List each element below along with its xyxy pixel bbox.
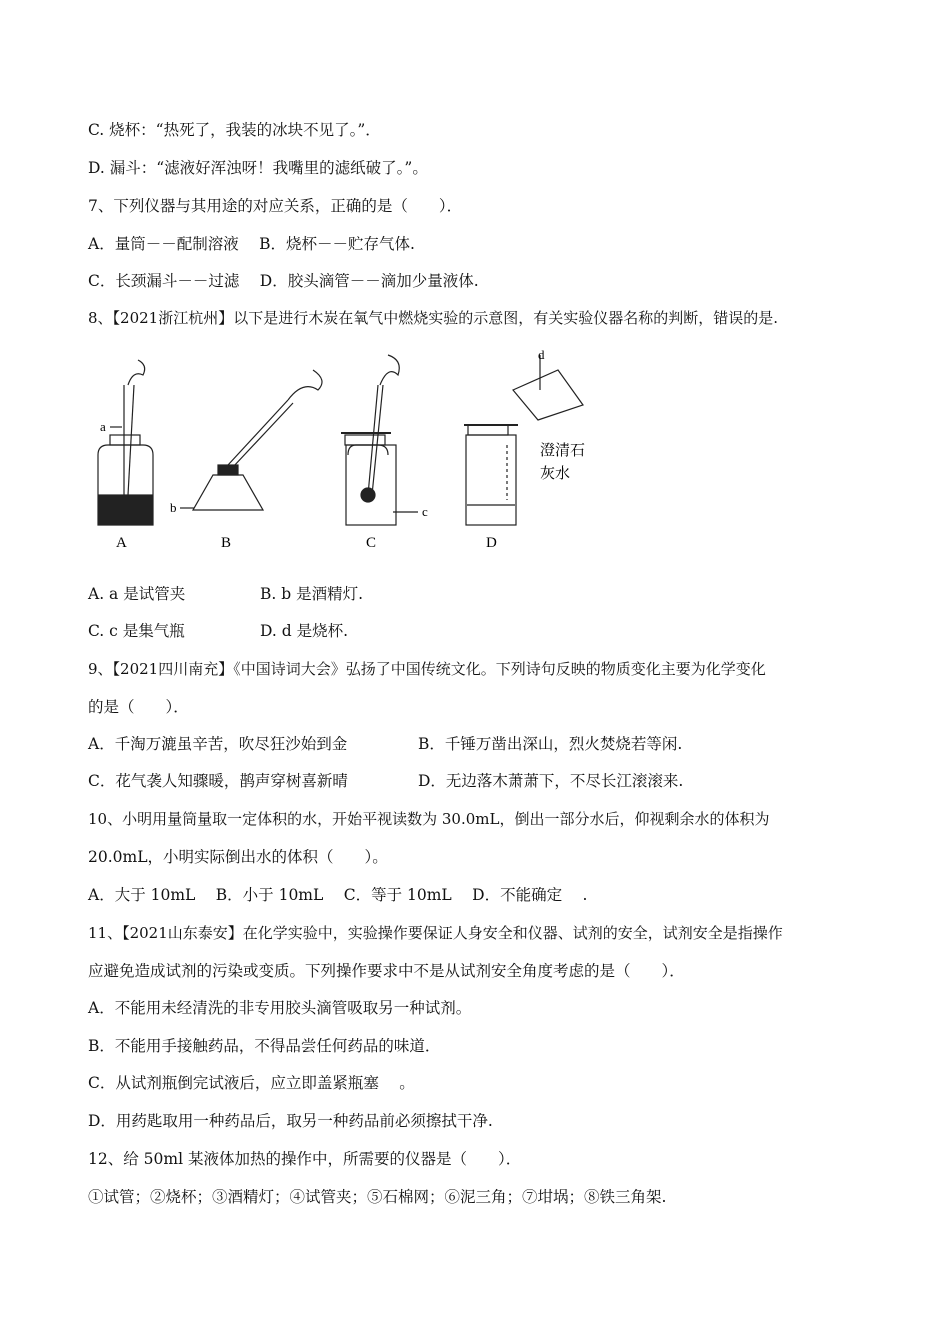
option-c-beaker: C. 烧杯：“热死了，我装的冰块不见了。”． xyxy=(88,121,381,139)
question-8-option-c: C. c 是集气瓶 xyxy=(88,622,185,640)
crucible-tongs-b xyxy=(228,400,288,465)
experiment-diagram xyxy=(88,345,628,560)
question-11-option-d: D．用药匙取用一种药品后，取另一种药品前必须擦拭干净. xyxy=(88,1112,493,1130)
question-11-option-a: A．不能用未经清洗的非专用胶头滴管吸取另一种试剂。 xyxy=(88,999,472,1017)
question-10: 10、小明用量筒量取一定体积的水，开始平视读数为 30.0mL，倒出一部分水后，仰视剩余水的体积为 xyxy=(88,810,770,828)
question-11-option-c: C．从试剂瓶倒完试液后，应立即盖紧瓶塞 。 xyxy=(88,1074,415,1092)
caption-c: C xyxy=(366,535,377,551)
caption-b: B xyxy=(221,535,232,551)
question-9-option-c: C．花气袭人知骤暖，鹊声穿树喜新晴 xyxy=(88,772,348,790)
label-b: b xyxy=(170,500,177,515)
label-d: d xyxy=(538,347,545,362)
beaker-d xyxy=(513,370,583,420)
question-9-option-a: A．千淘万漉虽辛苦，吹尽狂沙始到金 xyxy=(88,735,348,753)
jar-a-neck xyxy=(110,435,140,445)
question-12-options: ①试管；②烧杯；③酒精灯；④试管夹；⑤石棉网；⑥泥三角；⑦坩埚；⑧铁三角架. xyxy=(88,1188,667,1206)
question-9-option-b: B．千锤万凿出深山，烈火焚烧若等闲. xyxy=(418,735,683,753)
caption-d: D xyxy=(486,535,497,551)
question-9-cont: 的是（ ）． xyxy=(88,698,189,716)
question-11-option-b: B．不能用手接触药品，不得品尝任何药品的味道． xyxy=(88,1037,441,1055)
question-11-cont: 应避免造成试剂的污染或变质。下列操作要求中不是从试剂安全角度考虑的是（ ）． xyxy=(88,962,685,980)
question-8: 8、【2021浙江杭州】以下是进行木炭在氧气中燃烧实验的示意图，有关实验仪器名称的判断，错误的是. xyxy=(88,309,778,327)
crucible-tongs-c xyxy=(368,385,378,495)
jar-c-neck xyxy=(345,435,385,445)
question-7-options-cd: C．长颈漏斗－－过滤 D．胶头滴管－－滴加少量液体. xyxy=(88,272,479,290)
caption-a: A xyxy=(116,535,127,551)
limewater-label-1: 澄清石 xyxy=(540,441,586,459)
question-7: 7、下列仪器与其用途的对应关系，正确的是（ ）． xyxy=(88,197,463,215)
question-10-cont: 20.0mL，小明实际倒出水的体积（ ）。 xyxy=(88,848,388,866)
label-c: c xyxy=(422,504,428,519)
question-8-option-d: D. d 是烧杯. xyxy=(260,622,349,640)
question-7-options-ab: A．量筒－－配制溶液 B．烧杯－－贮存气体. xyxy=(88,235,415,253)
charcoal-combustion-figure xyxy=(88,345,628,560)
limewater-label-2: 灰水 xyxy=(540,464,571,482)
question-12: 12、给 50ml 某液体加热的操作中，所需要的仪器是（ ）． xyxy=(88,1150,522,1168)
label-a: a xyxy=(100,419,106,434)
question-11: 11、【2021山东泰安】在化学实验中，实验操作要保证人身安全和仪器、试剂的安全，试剂安全是指操作 xyxy=(88,924,783,942)
gas-jar-d xyxy=(466,435,516,525)
question-9: 9、【2021四川南充】《中国诗词大会》弘扬了中国传统文化。下列诗句反映的物质变化主要为化学变化 xyxy=(88,660,766,678)
alcohol-lamp xyxy=(193,475,263,510)
question-9-option-d: D．无边落木萧萧下，不尽长江滚滚来. xyxy=(418,772,684,790)
option-d-funnel: D. 漏斗：“滤液好浑浊呀！我嘴里的滤纸破了。”。 xyxy=(88,159,428,177)
question-8-option-b: B. b 是酒精灯. xyxy=(260,585,364,603)
charcoal-pile xyxy=(99,495,152,524)
question-8-option-a: A. a 是试管夹 xyxy=(88,585,186,603)
question-10-options: A．大于 10mL B．小于 10mL C．等于 10mL D．不能确定 . xyxy=(88,886,588,904)
